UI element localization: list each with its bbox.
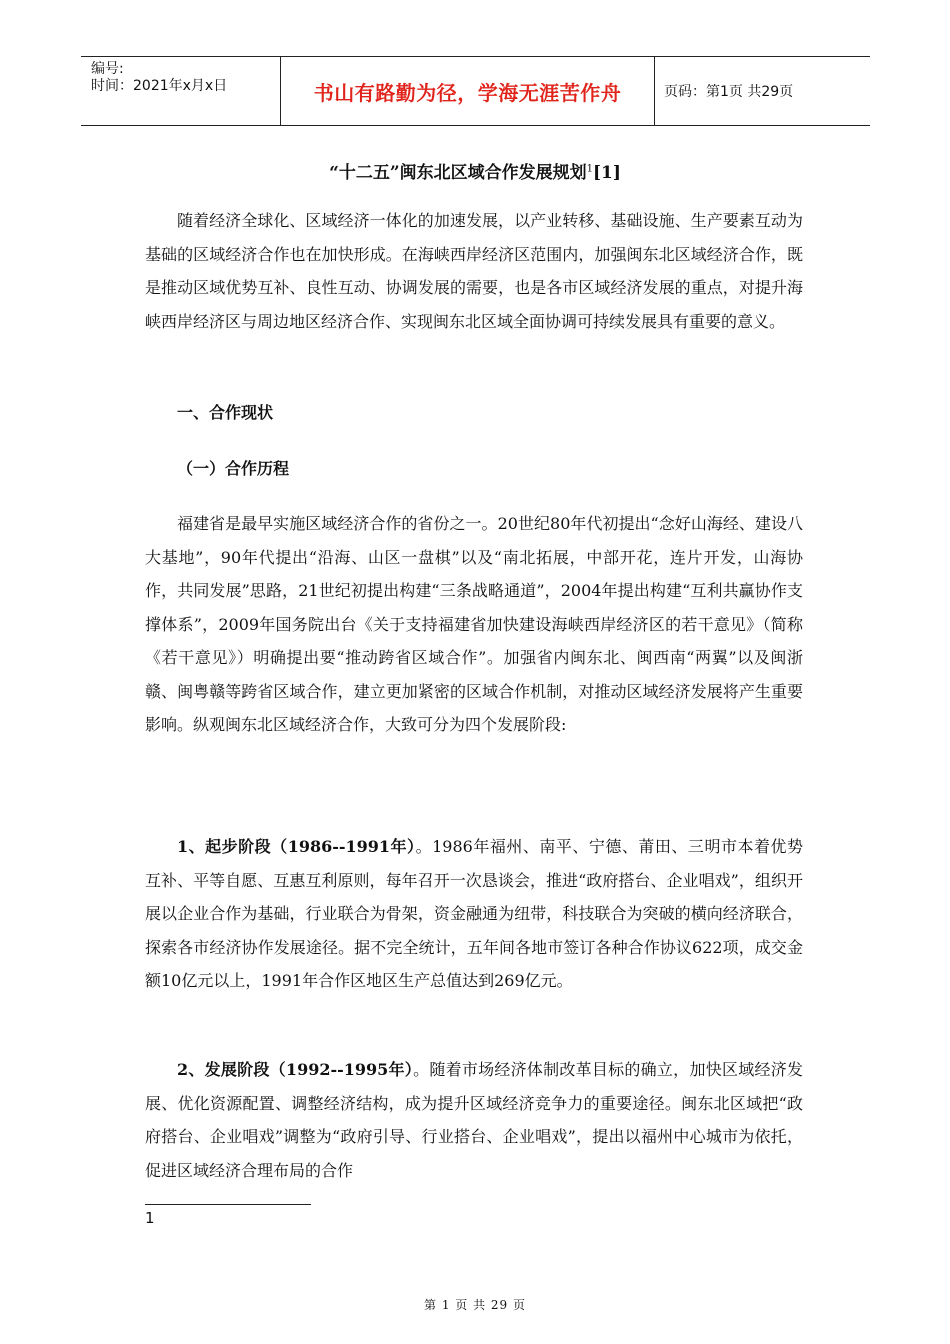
stage2-paragraph	[145, 1053, 803, 1187]
document-header	[81, 56, 870, 126]
title-footnote-mark[interactable]: 1	[586, 163, 593, 175]
header-page-info: 页码：第1页 共29页	[664, 84, 794, 100]
stage1-text: 。1986年福州、南平、宁德、莆田、三明市本着优势互补、平等自愿、互惠互利原则，每年召开一次恳谈会，推进“政府搭台、企业唱戏”，组织开展以企业合作为基础，行业联合为骨架，资金融通为纽带，科技联合为突破的横向经济联合，探索各市经济协作发展途径。据不完全统计，五年间各地市签订各种合作协议622项，成交金额10亿元以上，1991年合作区地区生产总值达到269亿元。	[145, 837, 803, 990]
intro-paragraph: 随着经济全球化、区域经济一体化的加速发展，以产业转移、基础设施、生产要素互动为基础的区域经济合作也在加快形成。在海峡西岸经济区范围内，加强闽东北区域经济合作，既是推动区域优势互补、良性互动、协调发展的需要，也是各市区域经济发展的重点，对提升海峡西岸经济区与周边地区经济合作、实现闽东北区域全面协调可持续发展具有重要的意义。	[145, 211, 803, 331]
stage1-title: 1、起步阶段（1986--1991年）	[177, 837, 416, 856]
header-meta-cell	[81, 57, 281, 125]
title-reference: [1]	[593, 163, 621, 183]
title-text: “十二五”闽东北区域合作发展规划	[329, 163, 587, 183]
footnote-number: 1	[145, 1209, 155, 1227]
stage2-title: 2、发展阶段（1992--1995年）	[177, 1060, 414, 1079]
serial-label: 编号:	[91, 61, 124, 77]
history-paragraph: 福建省是最早实施区域经济合作的省份之一。20世纪80年代初提出“念好山海经、建设八大基地”，90年代提出“沿海、山区一盘棋”以及“南北拓展，中部开花，连片开发，山海协作，共同发展”思路，21世纪初提出构建“三条战略通道”，2004年提出构建“互利共赢协作支撑体系”，2009年国务院出台《关于支持福建省加快建设海峡西岸经济区的若干意见》（简称《若干意见》）明确提出要“推动跨省区域合作”。加强省内闽东北、闽西南“两翼”以及闽浙赣、闽粤赣等跨省区域合作，建立更加紧密的区域合作机制，对推动区域经济发展将产生重要影响。纵观闽东北区域经济合作，大致可分为四个发展阶段:	[145, 514, 803, 734]
time-label: 时间：2021年x月x日	[91, 78, 228, 94]
stage1-paragraph	[145, 830, 803, 998]
header-motto: 书山有路勤为径，学海无涯苦作舟	[281, 57, 655, 125]
section-heading: 一、合作现状	[177, 403, 274, 422]
footnote-separator	[145, 1204, 311, 1205]
stage2-text: 。随着市场经济体制改革目标的确立，加快区域经济发展、优化资源配置、调整经济结构，成为提升区域经济竞争力的重要途径。闽东北区域把“政府搭台、企业唱戏”调整为“政府引导、行业搭台、企业唱戏”，提出以福州中心城市为依托，促进区域经济合理布局的合作	[145, 1060, 803, 1180]
document-title	[0, 158, 950, 183]
footer-page-number: 第 1 页 共 29 页	[424, 1298, 526, 1312]
subsection-heading: （一）合作历程	[177, 459, 290, 478]
